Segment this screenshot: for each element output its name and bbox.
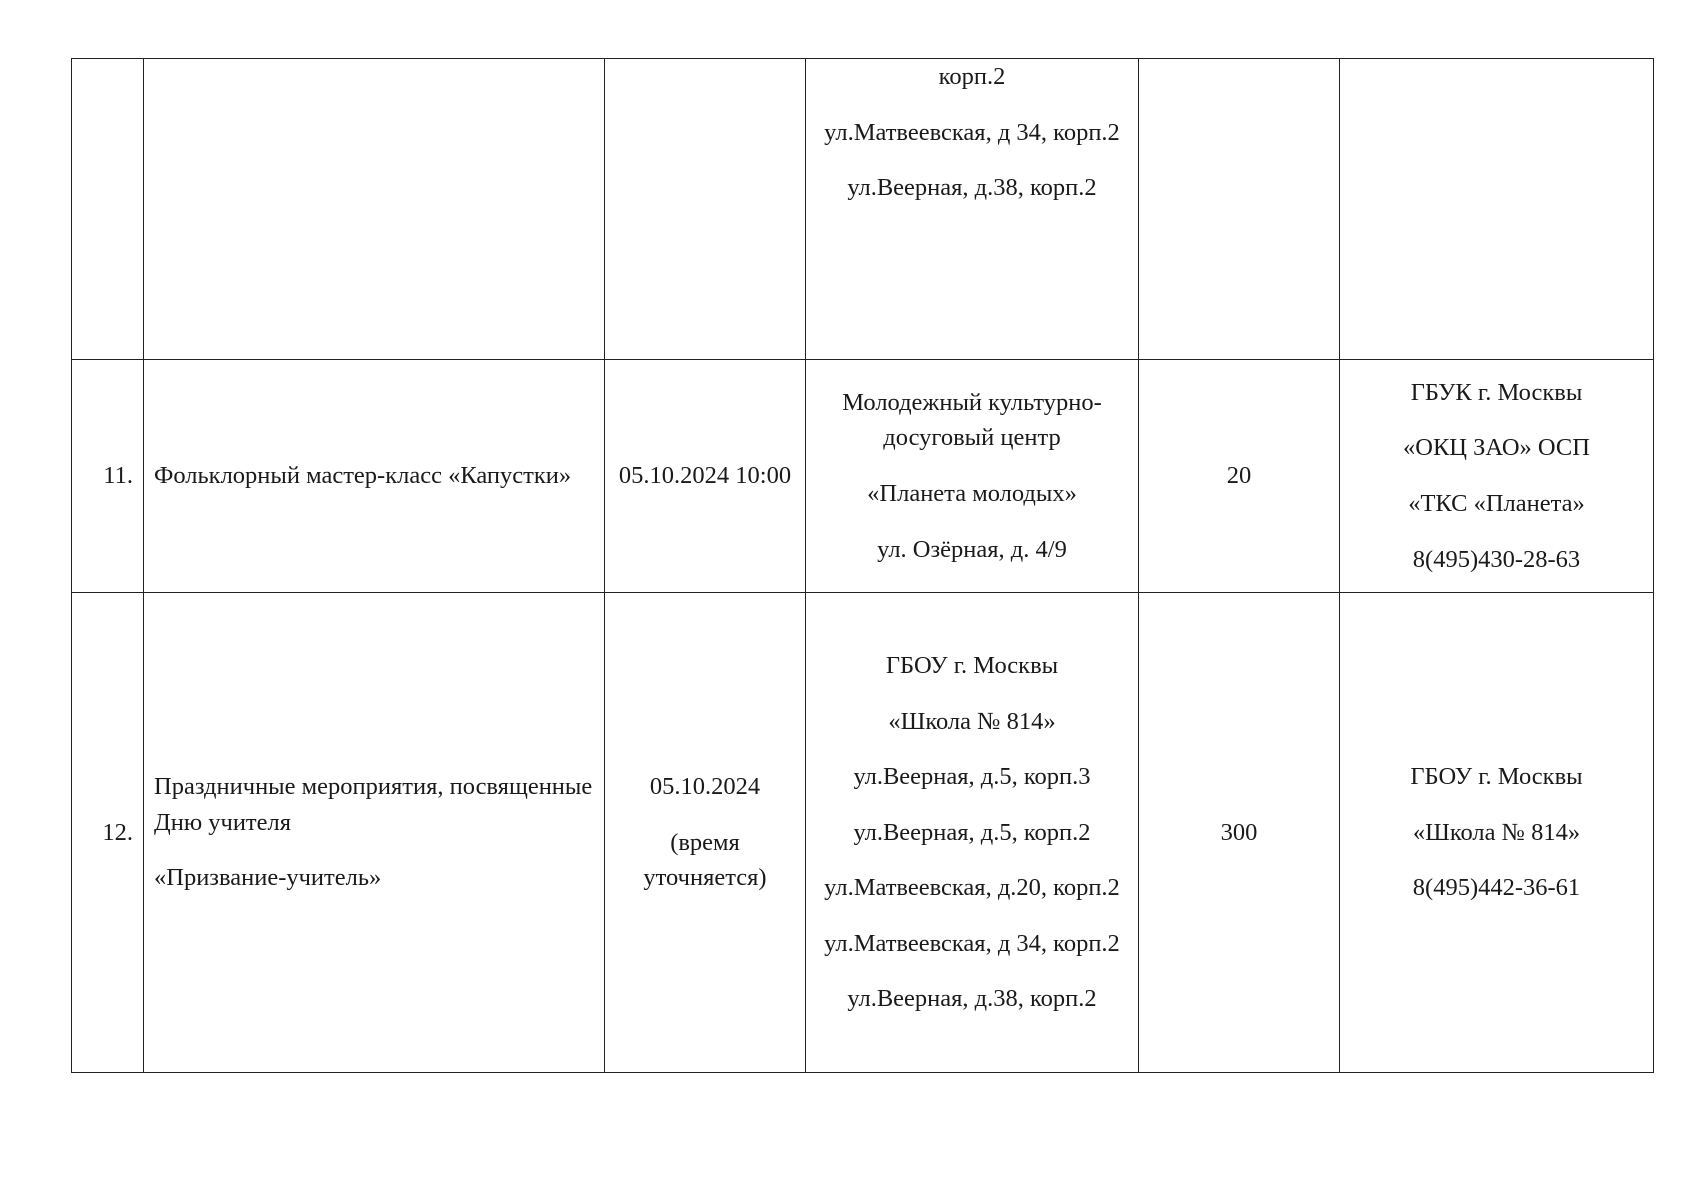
organizer-line: ГБОУ г. Москвы <box>1410 763 1583 791</box>
organizer-line: 8(495)442-36-61 <box>1412 874 1581 902</box>
date-line: 05.10.2024 <box>649 773 761 801</box>
table-row <box>72 593 1654 1073</box>
events-table <box>71 58 1654 1073</box>
organizer-line: «ОКЦ ЗАО» ОСП <box>1403 434 1590 462</box>
place-line: «Школа № 814» <box>888 707 1056 735</box>
participant-count <box>1139 59 1340 360</box>
place-line: ГБОУ г. Москвы <box>885 652 1059 680</box>
row-number: 11. <box>72 360 144 593</box>
event-date <box>605 59 806 360</box>
date-line: (время уточняется) <box>643 828 767 892</box>
event-place <box>806 59 1139 360</box>
organizer <box>1340 593 1654 1073</box>
place-line: ул. Озёрная, д. 4/9 <box>877 535 1067 563</box>
participant-count: 300 <box>1139 593 1340 1073</box>
place-line: ул.Веерная, д.5, корп.2 <box>853 818 1091 846</box>
organizer-line: «ТКС «Планета» <box>1408 490 1585 517</box>
place-line: ул.Матвеевская, д.20, корп.2 <box>824 874 1120 902</box>
place-line: Молодежный культурно-досуговый центр <box>842 388 1102 452</box>
event-name-line: «Призвание-учитель» <box>154 864 382 892</box>
row-number <box>72 59 144 360</box>
place-line: ул.Веерная, д.38, корп.2 <box>847 985 1097 1013</box>
event-name <box>144 360 605 593</box>
event-name-line: Фольклорный мастер-класс «Капустки» <box>154 462 572 490</box>
table-row <box>72 360 1654 593</box>
organizer-line: ГБУК г. Москвы <box>1410 378 1583 406</box>
organizer-line: 8(495)430-28-63 <box>1412 545 1581 573</box>
organizer <box>1340 360 1654 593</box>
organizer <box>1340 59 1654 360</box>
place-line: «Планета молодых» <box>867 480 1077 507</box>
place-line: ул.Матвеевская, д 34, корп.2 <box>824 929 1120 957</box>
table-row <box>72 59 1654 360</box>
event-name <box>144 593 605 1073</box>
event-place <box>806 593 1139 1073</box>
place-line: корп.2 <box>938 63 1006 90</box>
event-date <box>605 360 806 593</box>
event-date <box>605 593 806 1073</box>
place-line: ул.Веерная, д.5, корп.3 <box>853 763 1091 791</box>
organizer-line: «Школа № 814» <box>1412 818 1581 846</box>
event-name-line: Праздничные мероприятия, посвященные Дню учителя <box>154 773 593 836</box>
event-name <box>144 59 605 360</box>
place-line: ул.Матвеевская, д 34, корп.2 <box>824 118 1120 146</box>
row-number: 12. <box>72 593 144 1073</box>
place-line: ул.Веерная, д.38, корп.2 <box>847 174 1097 202</box>
date-line: 05.10.2024 10:00 <box>618 462 792 490</box>
participant-count: 20 <box>1139 360 1340 593</box>
event-place <box>806 360 1139 593</box>
